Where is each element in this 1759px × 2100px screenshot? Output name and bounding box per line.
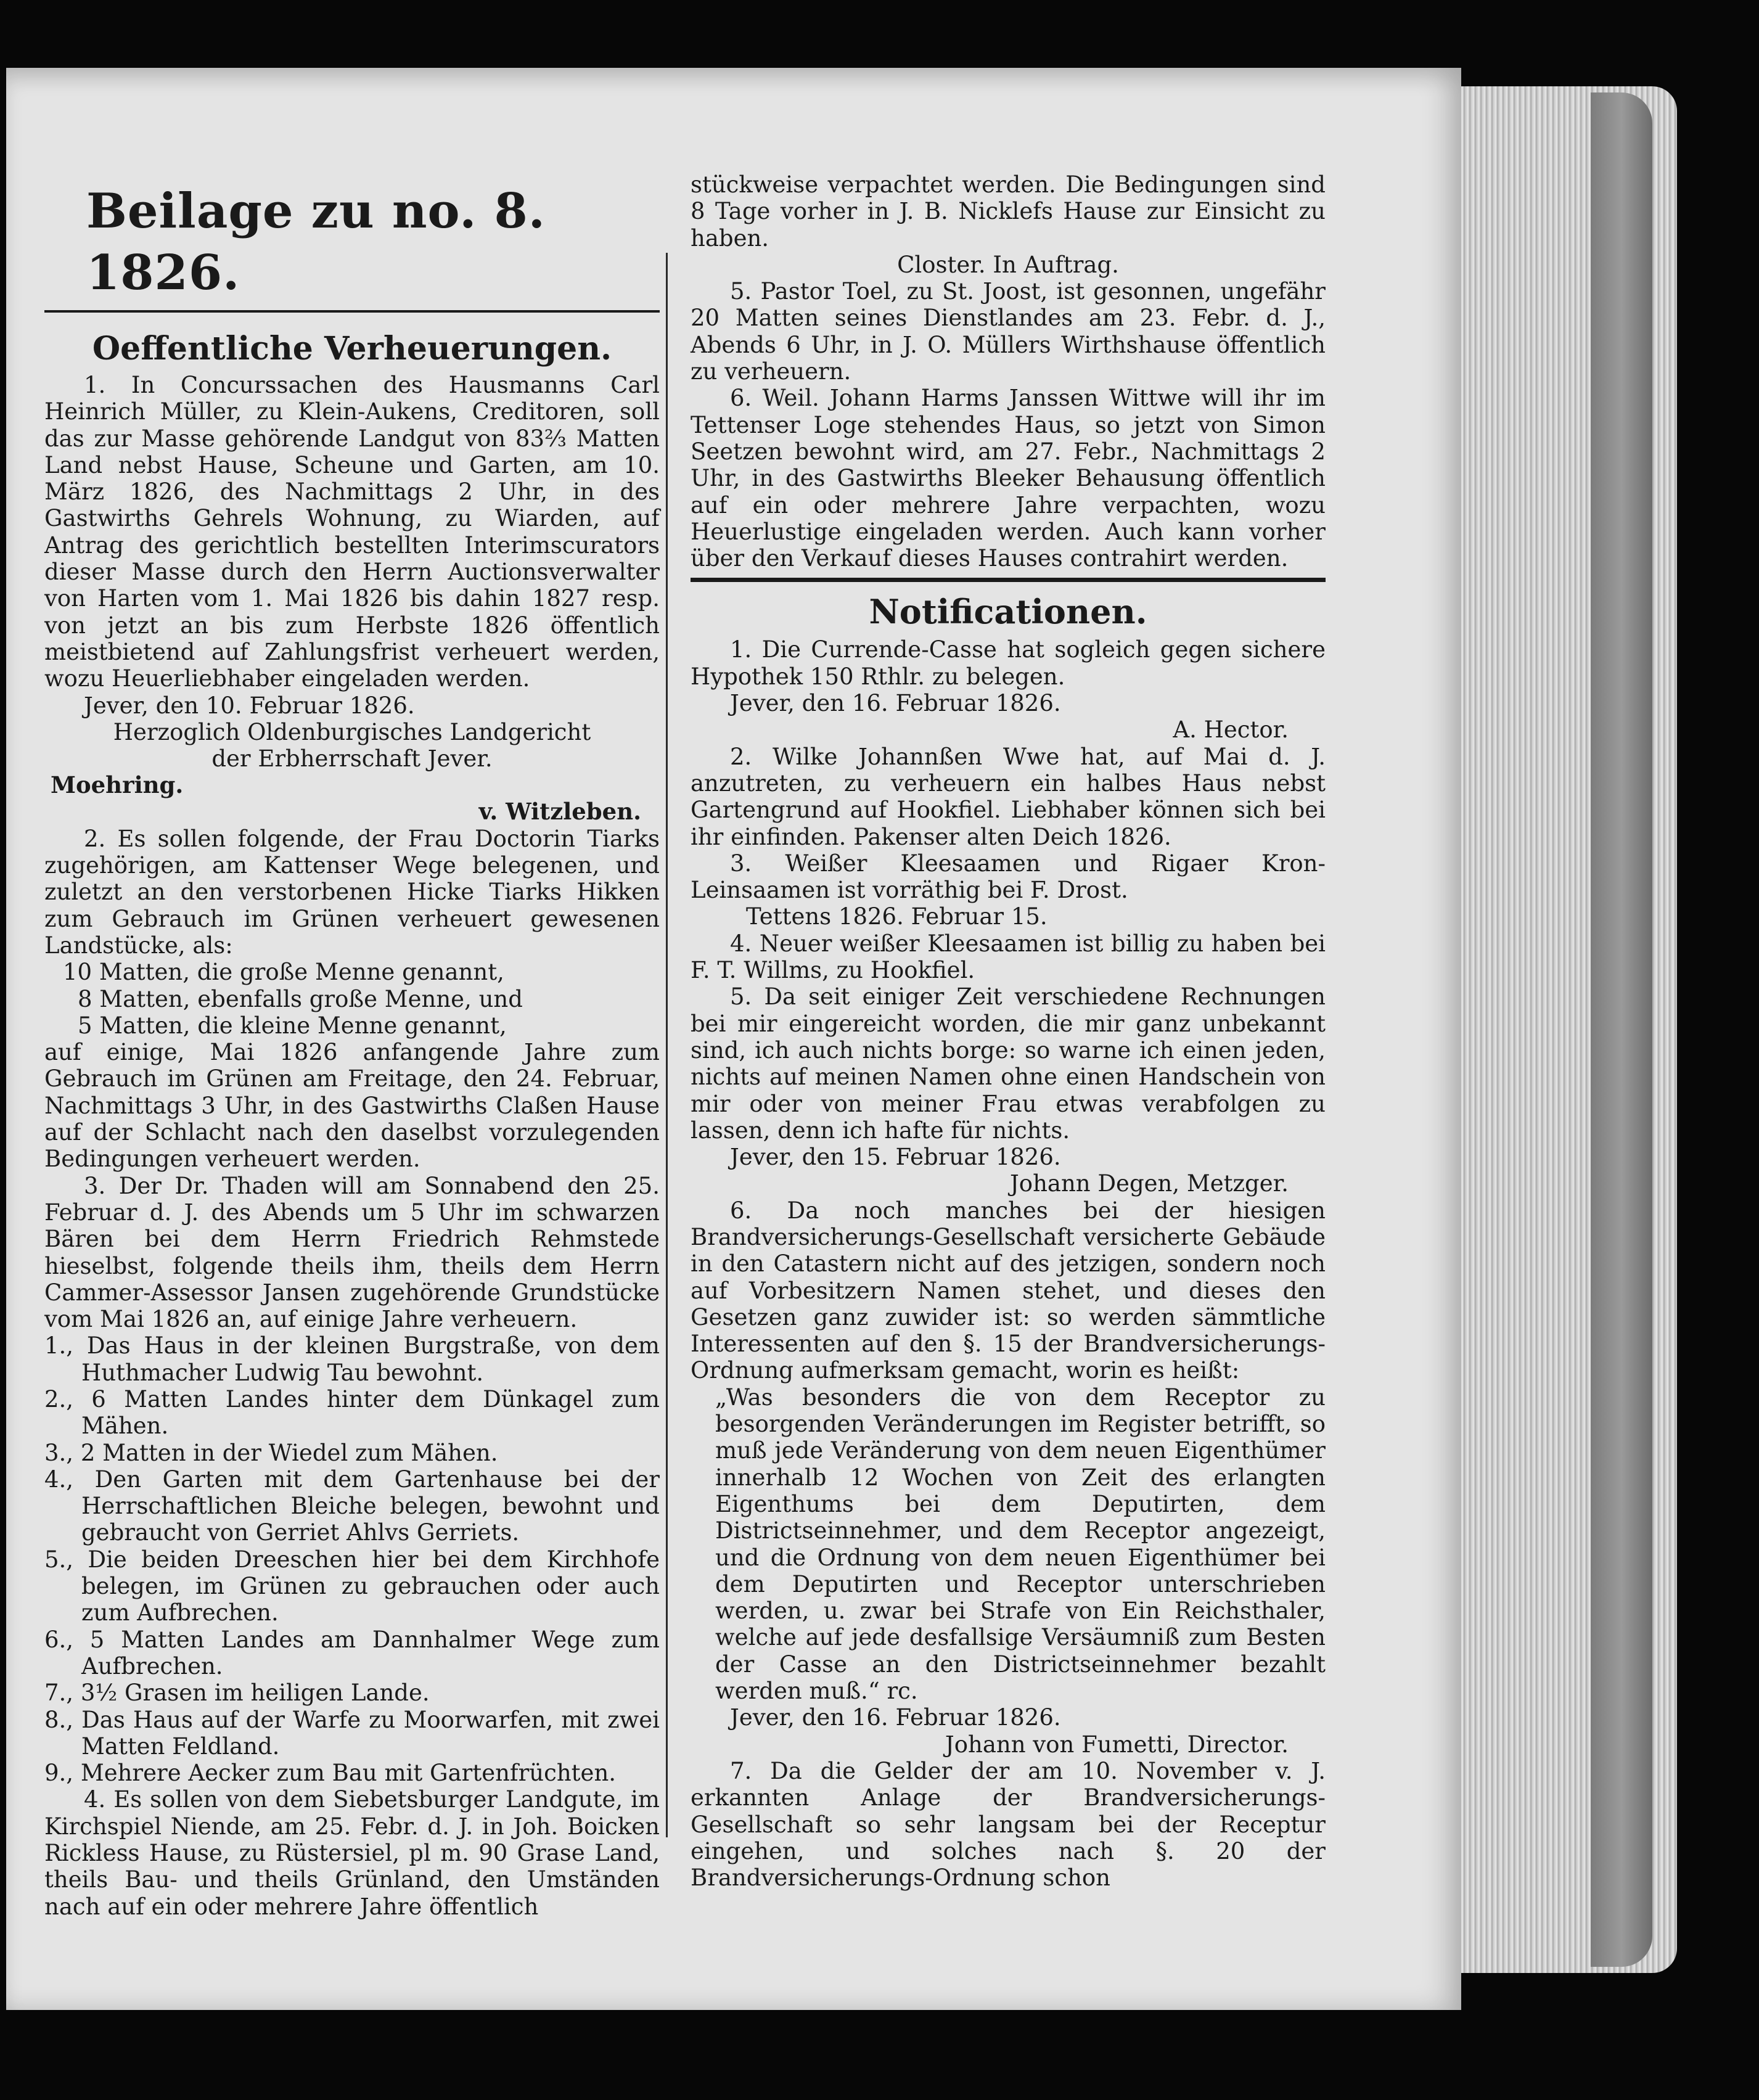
right-column [691,171,1326,1891]
notice-2-item-3: 5 Matten, die kleine Menne genannt, [78,1012,507,1039]
notice-3-item: 9., Mehrere Aecker zum Bau mit Gartenfrüchten. [44,1760,617,1787]
notice-3-item: 6., 5 Matten Landes am Dannhalmer Wege zum Aufbrechen. [44,1626,660,1680]
notification-5-sign: Johann Degen, Metzger. [1009,1170,1289,1197]
notice-3-item: 1., Das Haus in der kleinen Burgstraße, von dem Huthmacher Ludwig Tau bewohnt. [44,1332,660,1386]
section-rule [691,578,1326,582]
notice-1-signers [44,772,660,825]
notice-1-date: Jever, den 10. Februar 1826. [84,692,415,719]
notice-2-item-2: 8 Matten, ebenfalls große Menne, und [78,985,523,1012]
notice-4-continued: stückweise verpachtet werden. Die Bedingungen sind 8 Tage vorher in J. B. Nicklefs Hause zur Einsicht zu haben. [691,171,1326,252]
notice-4: 4. Es sollen von dem Siebetsburger Landgute, im Kirchspiel Niende, am 25. Febr. d. J. in Joh. Boicken Rickless Hause, zu Rüstersiel, pl m. 90 Grase Land, theils Bau- und theils Grünland, den Umständen nach auf ein oder mehrere Jahre öffentlich [44,1786,660,1920]
notice-1-court-line2: der Erbherrschaft Jever. [211,745,493,773]
notification-3: 3. Weißer Kleesaamen und Rigaer Kron-Leinsaamen ist vorräthig bei F. Drost. [691,850,1326,904]
notification-5: 5. Da seit einiger Zeit verschiedene Rechnungen bei mir eingereicht worden, die mir ganz unbekannt sind, ich auch nichts borge: so warne ich einen jeden, nichts auf meinen Namen ohne einen Handschein von mir oder von meiner Frau etwas verabfolgen zu lassen, denn ich hafte für nichts. [691,983,1326,1144]
notice-3-item: 2., 6 Matten Landes hinter dem Dünkagel zum Mähen. [44,1385,660,1440]
notice-2: 2. Es sollen folgende, der Frau Doctorin Tiarks zugehörigen, am Kattenser Wege belegenen, und zuletzt an den verstorbenen Hicke Tiarks Hikken zum Gebrauch im Grünen verheuert gewesenen Landstücke, als: [44,825,660,959]
section-heading-notificationen: Notificationen. [869,592,1147,632]
column-divider [666,253,668,1837]
notification-3-date: Tettens 1826. Februar 15. [746,903,1048,930]
notice-1: 1. In Concurssachen des Hausmanns Carl Heinrich Müller, zu Klein-Aukens, Creditoren, soll das zur Masse gehörende Landgut von 83⅔ Matten Land nebst Hause, Scheune und Garten, am 10. März 1826, des Nachmittags 2 Uhr, in des Gastwirths Gehrels Wohnung, zu Wiarden, auf Antrag des gerichtlich bestellten Interimscurators dieser Masse durch den Herrn Auctionsverwalter von Harten vom 1. Mai 1826 bis dahin 1827 resp. von jetzt an bis zum Herbste 1826 öffentlich meistbietend auf Zahlungsfrist verheuert werden, wozu Heuerliebhaber eingeladen werden. [44,372,660,692]
section-heading-verheuerungen: Oeffentliche Verheuerungen. [92,330,612,367]
page-title: Beilage zu no. 8. 1826. [86,183,546,301]
signer-moehring: Moehring. [51,771,184,799]
notice-4-sign: Closter. In Auftrag. [897,251,1119,278]
notification-6-sign: Johann von Fumetti, Director. [945,1731,1289,1758]
notification-7: 7. Da die Gelder der am 10. November v. J. erkannten Anlage der Brandversicherungs-Gesellschaft so sehr langsam bei der Receptur eingehen, und solches nach §. 20 der Brandversicherungs-Ordnung schon [691,1757,1326,1892]
title-rule [44,310,660,313]
notice-3-item: 7., 3½ Grasen im heiligen Lande. [44,1680,430,1707]
notice-6: 6. Weil. Johann Harms Janssen Wittwe will ihr im Tettenser Loge stehendes Haus, so jetzt von Simon Seetzen bewohnt wird, am 27. Febr., Nachmittags 2 Uhr, in des Gastwirths Bleeker Behausung öffentlich auf ein oder mehrere Jahre verpachten, wozu Heuerlustige eingeladen werden. Auch kann vorher über den Verkauf dieses Hauses contrahirt werden. [691,385,1326,572]
left-column [44,176,660,1920]
page-edge-shadow [1591,92,1652,1967]
notice-5: 5. Pastor Toel, zu St. Joost, ist gesonnen, ungefähr 20 Matten seines Dienstlandes am 23. Febr. d. J., Abends 6 Uhr, in J. O. Müllers Wirthshause öffentlich zu verheuern. [691,278,1326,385]
notice-3-item: 8., Das Haus auf der Warfe zu Moorwarfen, mit zwei Matten Feldland. [44,1706,660,1760]
notification-1-sign: A. Hector. [1173,716,1289,744]
notification-6-date: Jever, den 16. Februar 1826. [730,1704,1061,1731]
page [6,68,1461,2010]
notice-2-item-1: 10 Matten, die große Menne genannt, [63,959,504,986]
notification-2: 2. Wilke Johannßen Wwe hat, auf Mai d. J. anzutreten, zu verheuern ein halbes Haus nebst Gartengrund auf Hookfiel. Liebhaber können sich bei ihr einfinden. Pakenser alten Deich 1826. [691,743,1326,850]
notice-2-continued: auf einige, Mai 1826 anfangende Jahre zum Gebrauch im Grünen am Freitage, den 24. Februar, Nachmittags 3 Uhr, in des Gastwirths Claßen Hause auf der Schlacht nach den daselbst vorzulegenden Bedingungen verheuert werden. [44,1039,660,1173]
notice-3-item: 3., 2 Matten in der Wiedel zum Mähen. [44,1439,498,1466]
notice-3-item: 5., Die beiden Dreeschen hier bei dem Kirchhofe belegen, im Grünen zu gebrauchen oder auch zum Aufbrechen. [44,1546,660,1626]
notification-6-quote: „Was besonders die von dem Receptor zu besorgenden Veränderungen im Register betrifft, so muß jede Veränderung von dem neuen Eigenthümer innerhalb 12 Wochen von Zeit des erlangten Eigenthums bei dem Deputirten, dem Districtseinnehmer, und dem Receptor angezeigt, und die Ordnung von dem neuen Eigenthümer bei dem Deputirten und Receptor unterschrieben werden, u. zwar bei Strafe von Ein Reichsthaler, welche auf jede desfallsige Versäumniß zum Besten der Casse an den Districtseinnehmer bezahlt werden muß.“ rc. [715,1384,1326,1705]
notification-1-date: Jever, den 16. Februar 1826. [730,690,1061,717]
signer-witzleben: v. Witzleben. [478,798,641,826]
notification-6: 6. Da noch manches bei der hiesigen Brandversicherungs-Gesellschaft versicherte Gebäude in den Catastern nicht auf des jetzigen, sondern noch auf Vorbesitzern Namen stehet, und dieses den Gesetzen ganz zuwider ist: so werden sämmtliche Interessenten auf den §. 15 der Brandversicherungs-Ordnung aufmerksam gemacht, worin es heißt: [691,1197,1326,1384]
notification-4: 4. Neuer weißer Kleesaamen ist billig zu haben bei F. T. Willms, zu Hookfiel. [691,930,1326,984]
notice-3: 3. Der Dr. Thaden will am Sonnabend den 25. Februar d. J. des Abends um 5 Uhr im schwarzen Bären bei dem Herrn Friedrich Rehmstede hieselbst, folgende theils ihm, theils dem Herrn Cammer-Assessor Jansen zugehörende Grundstücke vom Mai 1826 an, auf einige Jahre verheuern. [44,1172,660,1333]
notification-1: 1. Die Currende-Casse hat sogleich gegen sichere Hypothek 150 Rthlr. zu belegen. [691,636,1326,690]
notification-5-date: Jever, den 15. Februar 1826. [730,1144,1061,1171]
notice-1-court-line1: Herzoglich Oldenburgisches Landgericht [113,718,591,745]
notice-3-item: 4., Den Garten mit dem Gartenhause bei der Herrschaftlichen Bleiche belegen, bewohnt und gebraucht von Gerriet Ahlvs Gerriets. [44,1466,660,1546]
